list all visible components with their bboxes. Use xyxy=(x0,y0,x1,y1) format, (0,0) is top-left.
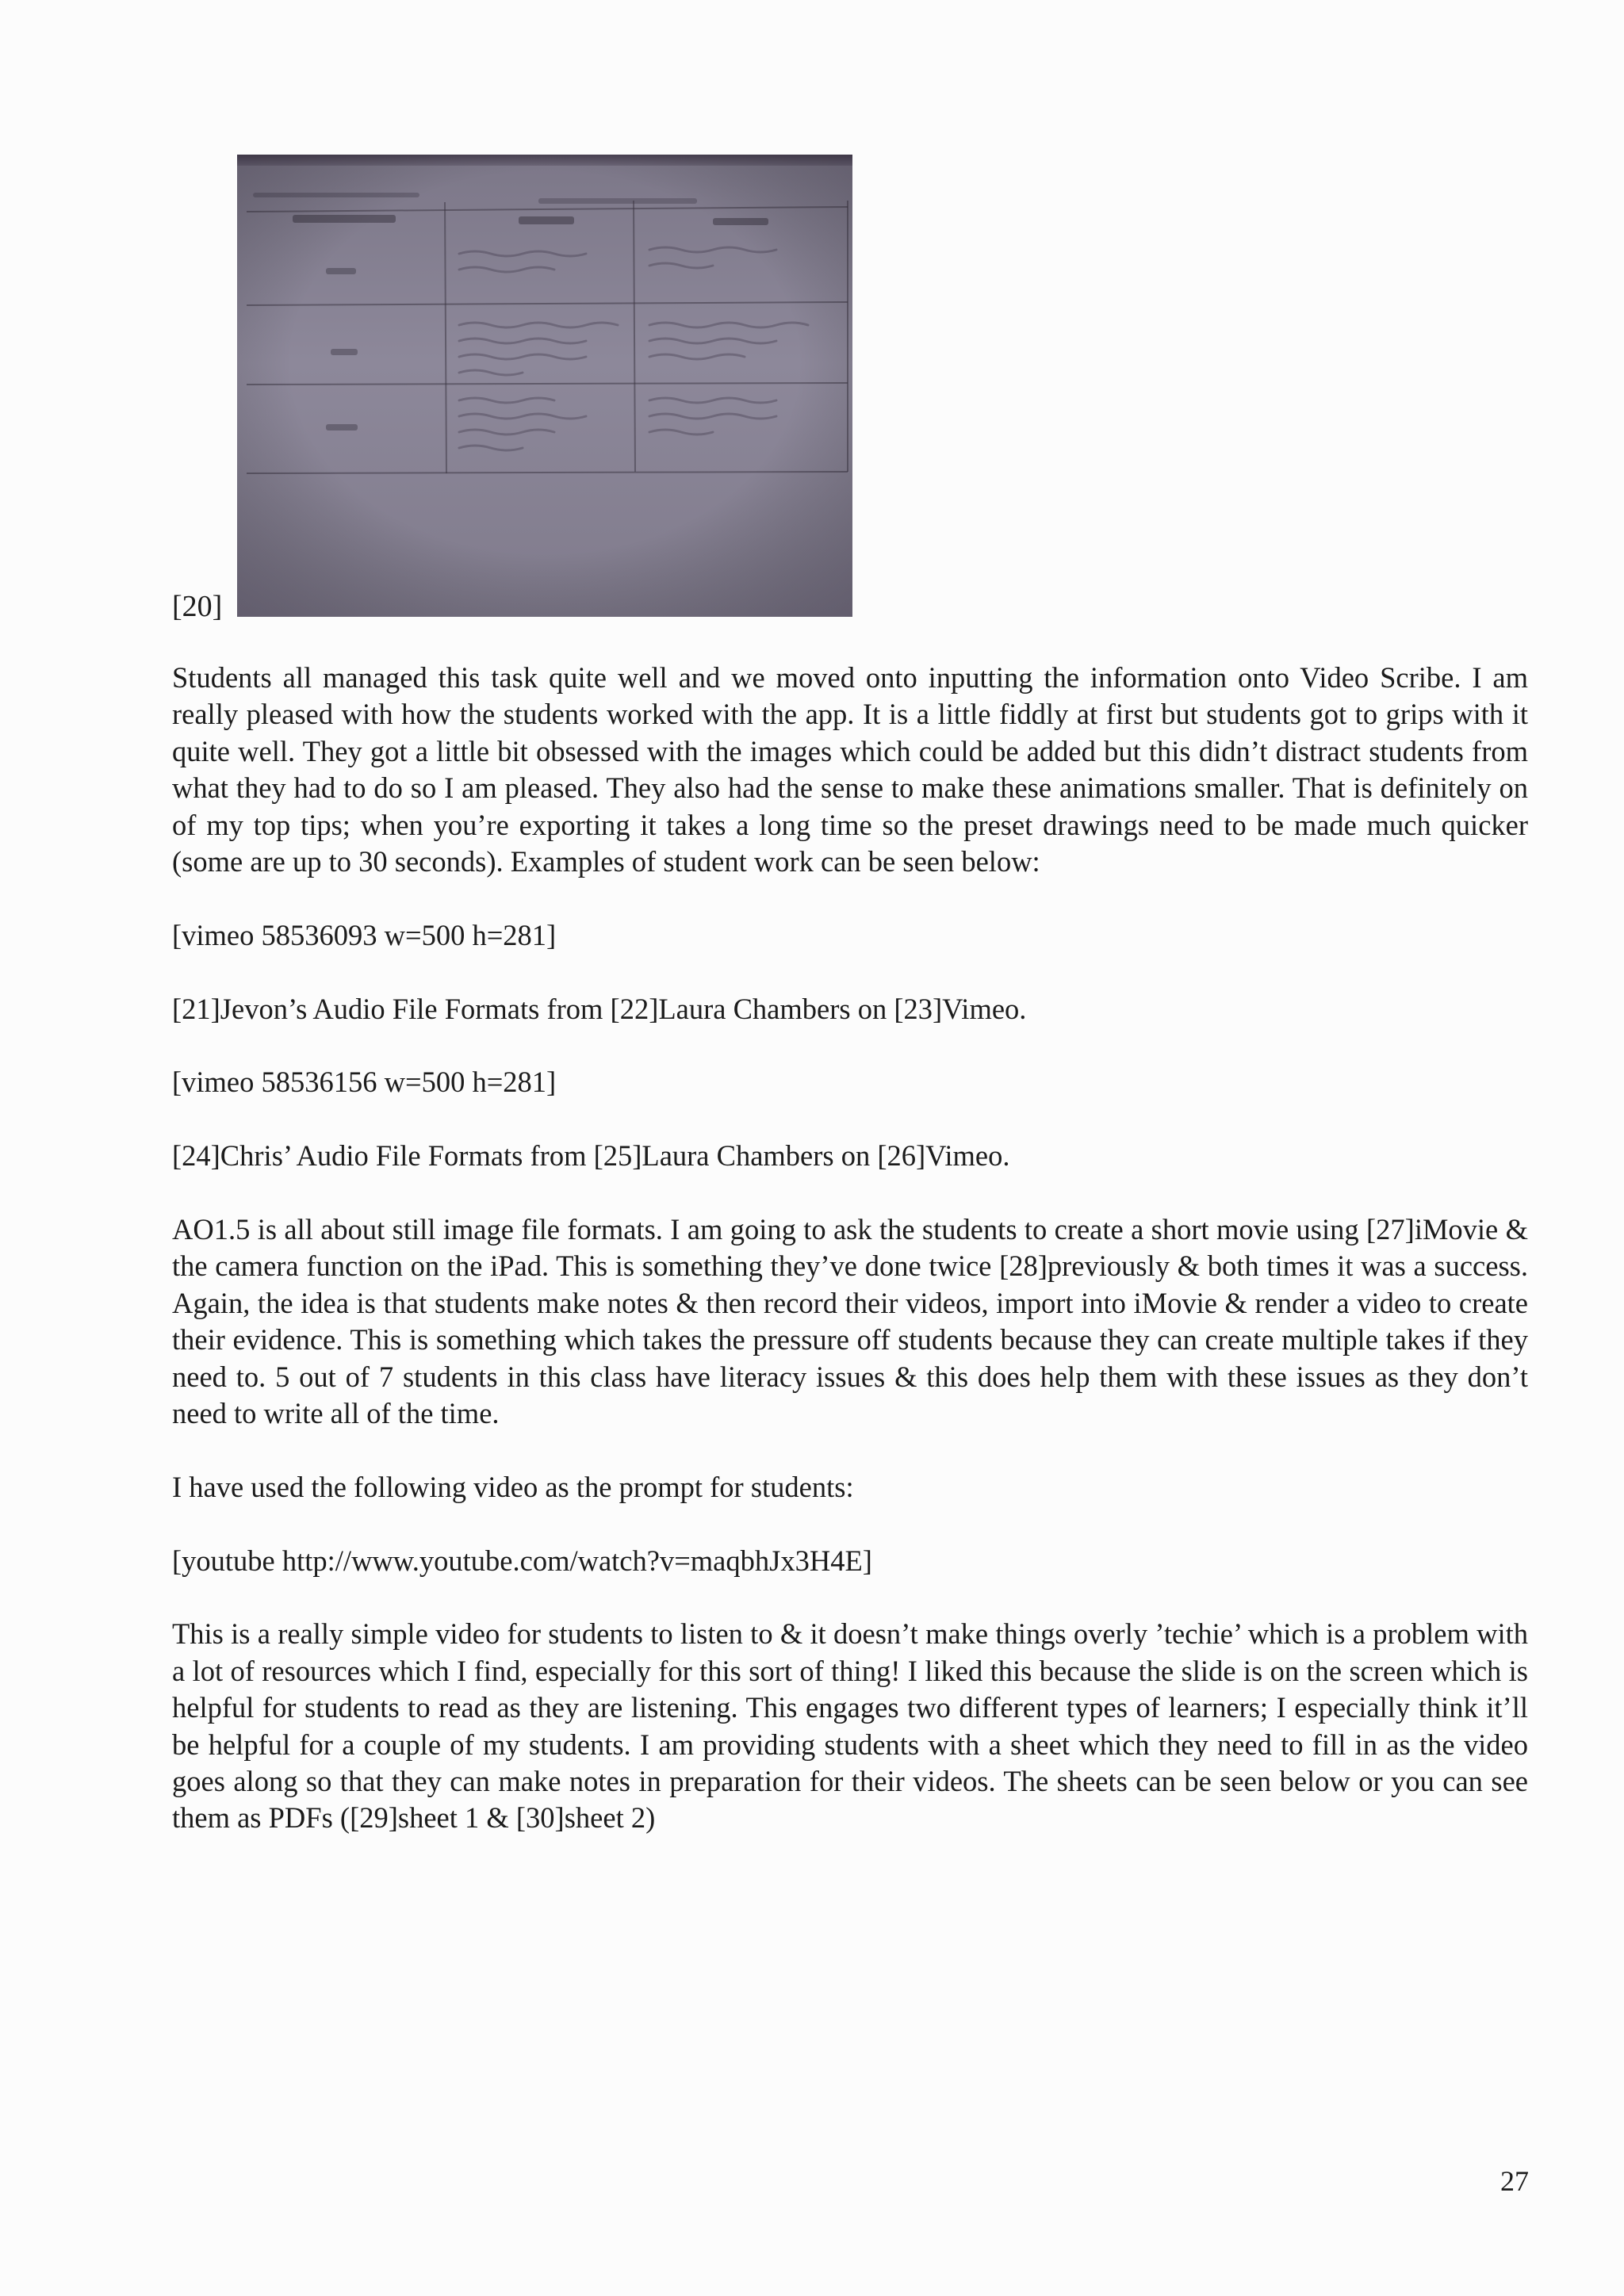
figure xyxy=(172,155,965,630)
article-body xyxy=(172,660,1528,1873)
paragraph-simple-video: This is a really simple video for students to listen to & it doesn’t make things overly ’techie’ which is a problem with a lot of resources which I find, especially for this sort of thing! I liked this because the slide is on the screen which is helpful for students to read as they are listening. This engages two different types of learners; I especially think it’ll be helpful for a couple of my students. I am providing students with a sheet which they need to fill in as the video goes along so that they can make notes in preparation for their videos. The sheets can be seen below or you can see them as PDFs ([29]sheet 1 & [30]sheet 2) xyxy=(172,1617,1528,1835)
caption-jevon: [21]Jevon’s Audio File Formats from [22]Laura Chambers on [23]Vimeo. xyxy=(172,992,1027,1025)
paragraph-prompt-video: I have used the following video as the prompt for students: xyxy=(172,1470,854,1503)
paragraph-video-scribe: Students all managed this task quite well and we moved onto inputting the information onto Video Scribe. I am really pleased with how the students worked with the app. It is a little fiddly at first but students got to grips with it quite well. They got a little bit obsessed with the images which could be added but this didn’t distract students from what they had to do so I am pleased. They also had the sense to make these animations smaller. That is definitely on of my top tips; when you’re exporting it takes a long time so the preset drawings need to be made much quicker (some are up to 30 seconds). Examples of student work can be seen below: xyxy=(172,661,1528,878)
caption-chris: [24]Chris’ Audio File Formats from [25]Laura Chambers on [26]Vimeo. xyxy=(172,1139,1010,1173)
paragraph-ao15: AO1.5 is all about still image file formats. I am going to ask the students to create a short movie using [27]iMovie & the camera function on the iPad. This is something they’ve done twice [28]previously & both times it was a success. Again, the idea is that students make notes & then record their videos, import into iMovie & render a video to create their evidence. This is something which takes the pressure off students because they can create multiple takes if they need to. 5 out of 7 students in this class have literacy issues & this does help them with these issues as they don’t need to write all of the time. xyxy=(172,1213,1528,1430)
worksheet-photo-drawing xyxy=(237,155,852,617)
vimeo-embed-1: [vimeo 58536093 w=500 h=281] xyxy=(172,918,557,951)
youtube-embed: [youtube http://www.youtube.com/watch?v=maqbhJx3H4E] xyxy=(172,1544,872,1577)
figure-label: [20] xyxy=(172,590,223,623)
page-number: 27 xyxy=(1500,2165,1529,2197)
worksheet-photo xyxy=(237,155,852,617)
vimeo-embed-2: [vimeo 58536156 w=500 h=281] xyxy=(172,1066,557,1099)
